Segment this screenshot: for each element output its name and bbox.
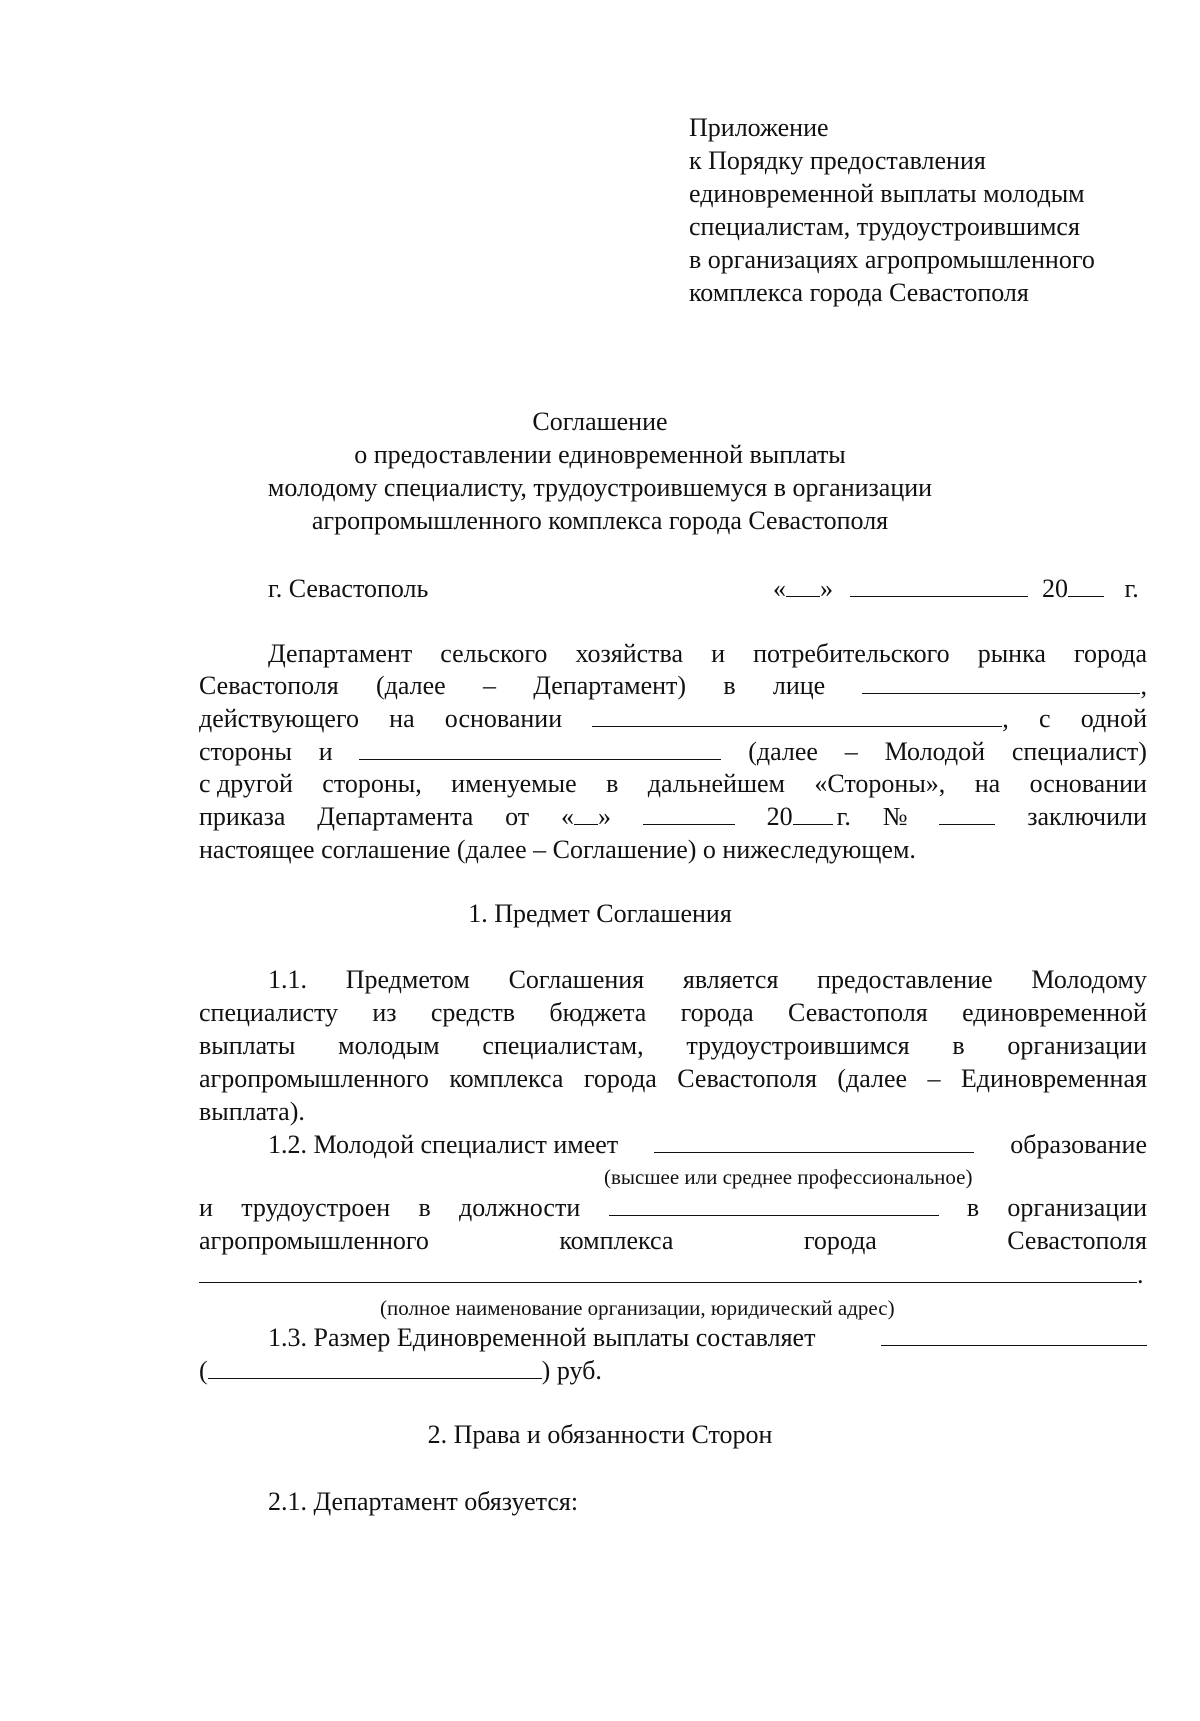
organization-caption: (полное наименование организации, юридический адрес): [380, 1296, 895, 1320]
p21-line: 2.1. Департамент обязуется:: [268, 1487, 579, 1516]
day-blank[interactable]: [786, 574, 820, 597]
order-month-blank[interactable]: [643, 802, 735, 825]
title-line: молодому специалисту, трудоустроившемуся в организации: [267, 473, 933, 502]
representative-blank[interactable]: [862, 671, 1140, 694]
p13-line-2: ( ) руб.: [199, 1356, 602, 1385]
preamble-line-4: стороны и (далее – Молодой специалист): [199, 737, 1147, 766]
title-line: Соглашение: [532, 407, 668, 436]
p12-line-1: 1.2. Молодой специалист имеет образование: [268, 1130, 1147, 1159]
p12-line-3: агропромышленного комплекса города Севастополя: [199, 1226, 1147, 1255]
education-caption: (высшее или среднее профессиональное): [604, 1165, 973, 1189]
p12-line-4: .: [199, 1260, 1144, 1290]
section-2-heading: 2. Права и обязанности Сторон: [427, 1420, 773, 1449]
month-blank[interactable]: [850, 574, 1028, 597]
p11-line-2: специалисту из средств бюджета города Севастополя единовременной: [199, 998, 1147, 1027]
appendix-line: специалистам, трудоустроившимся: [689, 212, 1080, 241]
preamble-line-3: действующего на основании , с одной: [199, 704, 1147, 733]
amount-blank[interactable]: [881, 1323, 1147, 1346]
preamble-line-1: Департамент сельского хозяйства и потребительского рынка города: [268, 639, 1147, 668]
preamble-line-6: приказа Департамента от « » 20 г. № заключили: [199, 802, 1147, 831]
quote-open: «: [773, 574, 786, 603]
position-blank[interactable]: [609, 1193, 939, 1216]
organization-blank[interactable]: [199, 1260, 1137, 1283]
appendix-line: Приложение: [689, 113, 829, 142]
appendix-line: единовременной выплаты молодым: [689, 179, 1085, 208]
p13-line-1: 1.3. Размер Единовременной выплаты составляет: [268, 1323, 1147, 1353]
education-blank[interactable]: [654, 1130, 974, 1153]
p11-line-3: выплаты молодым специалистам, трудоустроившимся в организации: [199, 1031, 1147, 1060]
year-suffix: г.: [1124, 574, 1139, 603]
amount-words-blank[interactable]: [208, 1356, 542, 1379]
preamble-line-5: с другой стороны, именуемые в дальнейшем «Стороны», на основании: [199, 769, 1147, 798]
section-1-heading: 1. Предмет Соглашения: [468, 899, 732, 928]
order-number-blank[interactable]: [939, 802, 995, 825]
title-line: агропромышленного комплекса города Севастополя: [311, 506, 889, 535]
p11-line-4: агропромышленного комплекса города Севастополя (далее – Единовременная: [199, 1064, 1147, 1093]
quote-close: »: [820, 574, 833, 603]
year-blank[interactable]: [1068, 574, 1104, 597]
p12-line-2: и трудоустроен в должности в организации: [199, 1193, 1147, 1222]
title-line: о предоставлении единовременной выплаты: [354, 440, 846, 469]
preamble-line-2: Севастополя (далее – Департамент) в лице ,: [199, 671, 1147, 700]
order-day-blank[interactable]: [574, 802, 598, 825]
appendix-line: к Порядку предоставления: [689, 146, 986, 175]
order-year-blank[interactable]: [793, 802, 833, 825]
year-prefix: 20: [1042, 574, 1068, 603]
date-field: [773, 574, 1139, 604]
preamble-line-7: настоящее соглашение (далее – Соглашение) о нижеследующем.: [199, 835, 916, 864]
appendix-line: в организациях агропромышленного: [689, 245, 1095, 274]
p11-line-5: выплата).: [199, 1097, 305, 1126]
city-label: г. Севастополь: [268, 574, 429, 603]
basis-blank[interactable]: [592, 704, 1002, 727]
p11-line-1: 1.1. Предметом Соглашения является предоставление Молодому: [268, 965, 1147, 994]
specialist-name-blank[interactable]: [359, 737, 721, 760]
appendix-line: комплекса города Севастополя: [689, 278, 1029, 307]
